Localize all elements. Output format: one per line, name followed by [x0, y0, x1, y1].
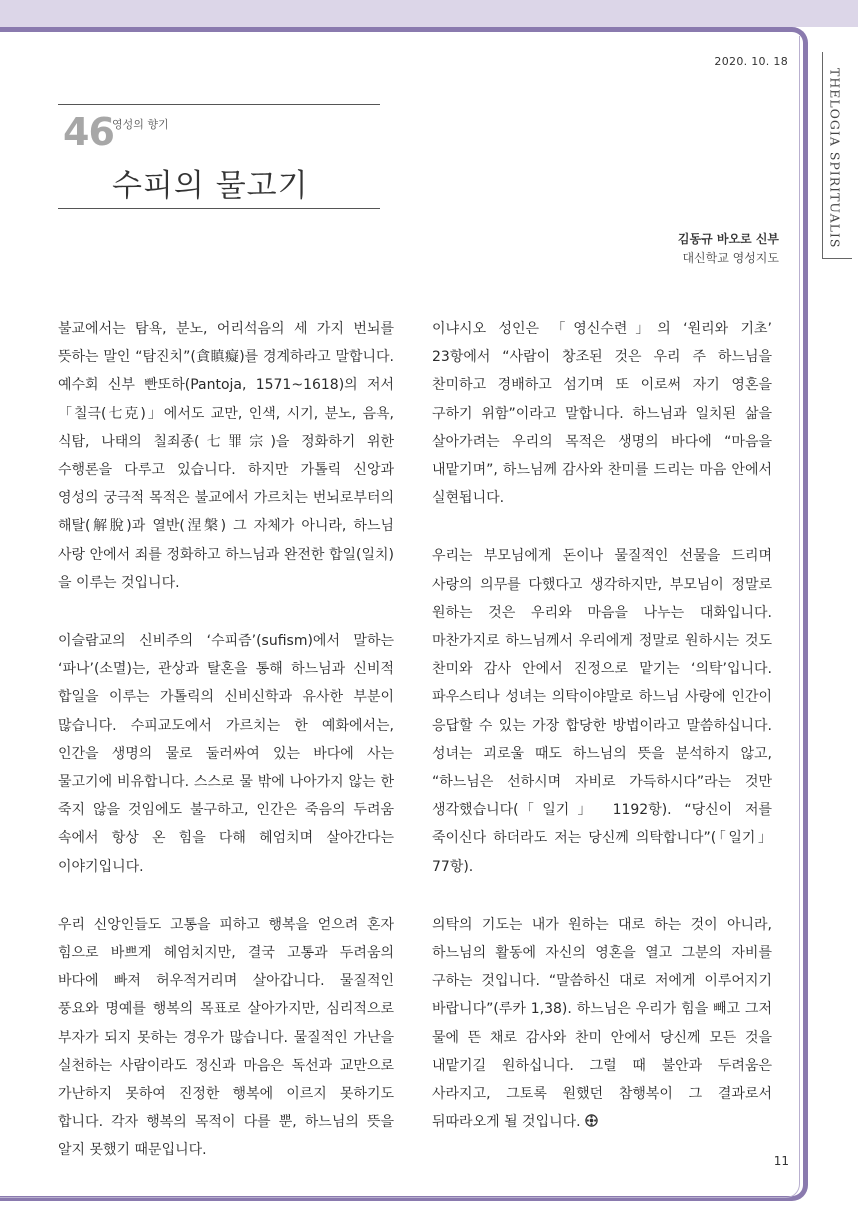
right-column [432, 315, 772, 1166]
paragraph: 불교에서는 탐욕, 분노, 어리석음의 세 가지 번뇌를 뜻하는 말인 “탐진치”(貪瞋癡)를 경계하라고 말합니다. 예수회 신부 빤또하(Pantoja, 1571~1618)의 저서 「칠극(七克)」에서도 교만, 인색, 시기, 분노, 음욕, 식탐, 나태의 칠죄종(七罪宗)을 정화하기 위한 수행론을 다루고 있습니다. 하지만 가톨릭 신앙과 영성의 궁극적 목적은 불교에서 가르치는 번뇌로부터의 해탈(解脫)과 열반(涅槃) 그 자체가 아니라, 하느님 사랑 안에서 죄를 정화하고 하느님과 완전한 합일(일치)을 이루는 것입니다. [58, 321, 394, 591]
left-column [58, 315, 394, 1195]
page-number: 11 [773, 1154, 789, 1168]
paragraph: 우리는 부모님에게 돈이나 물질적인 선물을 드리며 사랑의 의무를 다했다고 생각하지만, 부모님이 정말로 원하는 것은 우리와 마음을 나누는 대화입니다. 마찬가지로 하느님께서 우리에게 정말로 원하시는 것도 찬미와 감사 안에서 진정으로 맡기는 ‘의탁’입니다. 파우스티나 성녀는 의탁이야말로 하느님 사랑에 인간이 응답할 수 있는 가장 합당한 방법이라고 말씀하십니다. 성녀는 괴로울 때도 하느님의 뜻을 분석하지 않고, “하느님은 선하시며 자비로 가득하시다”라는 것만 생각했습니다(「일기」 1192항). “당신이 저를 죽이신다 하더라도 저는 당신께 의탁합니다”(「일기」 77항). [432, 548, 772, 875]
top-band [0, 0, 858, 27]
side-rule-foot [822, 258, 852, 259]
article-title: 수피의 물고기 [112, 168, 309, 204]
issue-number: 46 [63, 110, 114, 154]
issue-date: 2020. 10. 18 [714, 55, 788, 68]
series-name: 영성의 향기 [112, 118, 169, 131]
author-name: 김동규 바오로 신부 [677, 232, 779, 246]
paragraph: 우리 신앙인들도 고통을 피하고 행복을 얻으려 혼자 힘으로 바쁘게 헤엄치지만, 결국 고통과 두려움의 바다에 빠져 허우적거리며 살아갑니다. 물질적인 풍요와 명예를 행복의 목표로 살아가지만, 심리적으로 부자가 되지 못하는 경우가 많습니다. 물질적인 가난을 실천하는 사람이라도 정신과 마음은 독선과 교만으로 가난하지 못하여 진정한 행복에 이르지 못하기도 합니다. 각자 행복의 목적이 다를 뿐, 하느님의 뜻을 알지 못했기 때문입니다. [58, 916, 394, 1159]
last-paragraph [432, 911, 772, 1137]
paragraph: 이슬람교의 신비주의 ‘수피즘’(sufism)에서 말하는 ‘파나’(소멸)는, 관상과 탈혼을 통해 하느님과 신비적 합일을 이루는 가톨릭의 신비신학과 유사한 부분이 많습니다. 수피교도에서 가르치는 한 예화에서는, 인간을 생명의 물로 둘러싸여 있는 바다에 사는 물고기에 비유합니다. 스스로 물 밖에 나아가지 않는 한 죽지 않을 것임에도 불구하고, 인간은 죽음의 두려움 속에서 항상 온 힘을 다해 헤엄치며 살아간다는 이야기입니다. [58, 633, 394, 875]
author-affiliation: 대신학교 영성지도 [682, 251, 779, 265]
end-mark-icon [585, 1114, 598, 1127]
paragraph-text: 의탁의 기도는 내가 원하는 대로 하는 것이 아니라, 하느님의 활동에 자신의 영혼을 열고 그분의 자비를 구하는 것입니다. “말씀하신 대로 저에게 이루어지기 바랍니다”(루카 1,38). 하느님은 우리가 힘을 빼고 그저 물에 뜬 채로 감사와 찬미 안에서 당신께 모든 것을 내맡기길 원하십니다. 그럴 때 불안과 두려움은 사라지고, 그토록 원했던 참행복이 그 결과로서 뒤따라오게 될 것입니다. [432, 916, 772, 1131]
header-rule-bottom [58, 208, 380, 209]
header-rule-top [58, 104, 380, 105]
author-block [678, 230, 779, 266]
paragraph: 이냐시오 성인은 「영신수련」의 ‘원리와 기초’ 23항에서 “사람이 창조된 것은 우리 주 하느님을 찬미하고 경배하고 섬기며 또 이로써 자기 영혼을 구하기 위함”이라고 말합니다. 하느님과 일치된 삶을 살아가려는 우리의 목적은 생명의 바다에 “마음을 내맡기며”, 하느님께 감사와 찬미를 드리는 마음 안에서 실현됩니다. [432, 321, 772, 507]
side-label: THELOGIA SPIRITUALIS [827, 68, 843, 249]
